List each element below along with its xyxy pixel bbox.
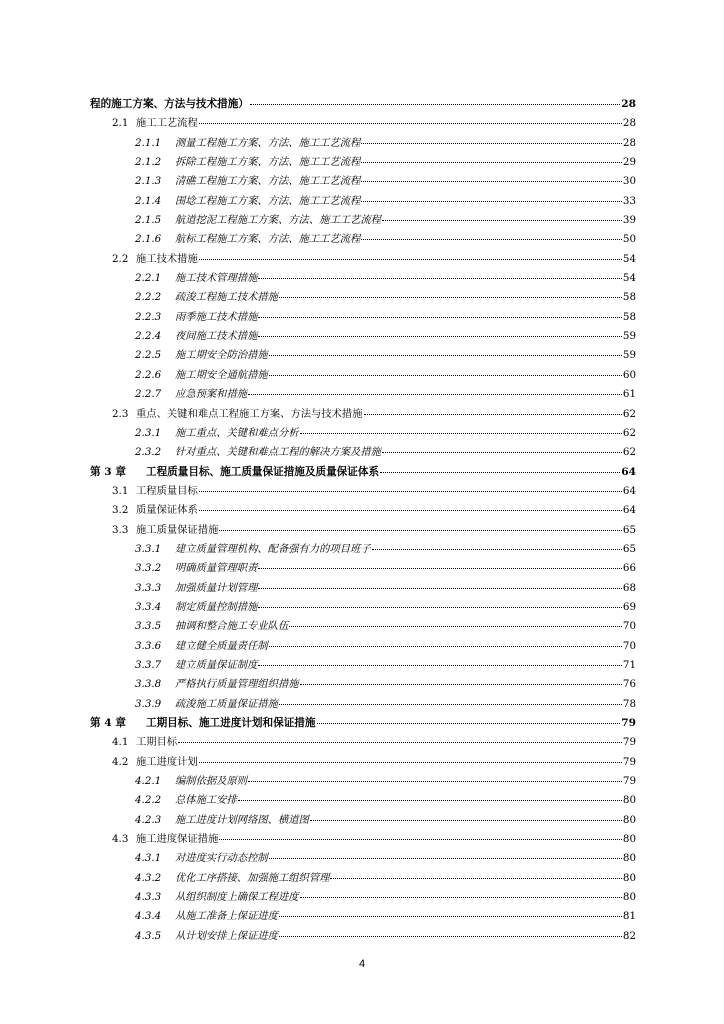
toc-entry-title: 围埝工程施工方案、方法、施工工艺流程 [175, 194, 361, 207]
toc-entry[interactable] [90, 791, 636, 810]
toc-entry-title: 抽调和整合施工专业队伍 [175, 620, 289, 633]
toc-entry[interactable] [90, 230, 636, 249]
dot-leader [361, 162, 622, 163]
toc-entry-title: 拆除工程施工方案、方法、施工工艺流程 [175, 156, 361, 169]
toc-entry[interactable] [90, 656, 636, 675]
toc-entry[interactable] [90, 753, 636, 772]
dot-leader [279, 297, 622, 298]
toc-entry-number: 2.1.4 [135, 194, 162, 207]
toc-entry-number: 2.1.3 [135, 175, 162, 188]
toc-entry[interactable] [90, 830, 636, 849]
toc-entry[interactable] [90, 366, 636, 385]
toc-entry[interactable] [90, 521, 636, 540]
toc-entry[interactable] [90, 346, 636, 365]
toc-entry-page: 79 [622, 755, 636, 768]
toc-entry-number: 2.2.7 [135, 388, 162, 401]
dot-leader [330, 878, 621, 879]
toc-entry[interactable] [90, 579, 636, 598]
toc-entry-number: 4.3.2 [135, 871, 162, 884]
toc-entry-page: 29 [622, 156, 636, 169]
toc-entry-number: 2.1.6 [135, 233, 162, 246]
toc-entry[interactable] [90, 250, 636, 269]
dot-leader [361, 181, 622, 182]
toc-entry-page: 62 [622, 407, 636, 420]
toc-entry-page: 54 [622, 252, 636, 265]
toc-entry-number: 3.3.2 [135, 562, 162, 575]
toc-entry-page: 80 [622, 871, 636, 884]
dot-leader [258, 278, 622, 279]
toc-entry[interactable] [90, 405, 636, 424]
toc-entry[interactable] [90, 385, 636, 404]
toc-entry[interactable] [90, 172, 636, 191]
toc-entry-title: 质量保证体系 [136, 504, 198, 517]
toc-entry-number: 4.2.1 [135, 775, 162, 788]
toc-entry[interactable] [90, 637, 636, 656]
toc-entry-number: 2.1.1 [135, 136, 162, 149]
toc-entry-page: 33 [622, 194, 636, 207]
toc-entry-page: 62 [622, 426, 636, 439]
toc-entry-title: 施工进度计划 [136, 755, 198, 768]
toc-entry-number: 2.2.6 [135, 368, 162, 381]
toc-entry[interactable] [90, 288, 636, 307]
toc-entry-number: 4.2 [112, 755, 129, 768]
dot-leader [289, 626, 622, 627]
toc-entry-title: 针对重点、关键和难点工程的解决方案及措施 [175, 446, 381, 459]
toc-entry-title: 雨季施工技术措施 [175, 310, 258, 323]
toc-entry[interactable] [90, 308, 636, 327]
dot-leader [279, 916, 622, 917]
toc-entry-title: 施工期安全防治措施 [175, 349, 268, 362]
toc-entry-title: 工期目标 [136, 736, 178, 749]
dot-leader [279, 936, 622, 937]
toc-entry[interactable] [90, 695, 636, 714]
toc-entry[interactable] [90, 714, 636, 733]
toc-entry-page: 28 [622, 136, 636, 149]
toc-entry-title: 加强质量计划管理 [175, 581, 258, 594]
toc-entry-page: 82 [622, 929, 636, 942]
toc-entry-number: 4.3.1 [135, 852, 162, 865]
dot-leader [269, 858, 622, 859]
toc-entry-number: 2.3.2 [135, 446, 162, 459]
dot-leader [199, 123, 622, 124]
toc-entry-page: 64 [621, 465, 636, 478]
dot-leader [269, 355, 622, 356]
toc-entry[interactable] [90, 927, 636, 946]
toc-entry-number: 2.1.5 [135, 214, 162, 227]
toc-entry[interactable] [90, 327, 636, 346]
toc-entry-title: 严格执行质量管理组织措施 [175, 678, 299, 691]
toc-entry[interactable] [90, 153, 636, 172]
dot-leader [248, 394, 622, 395]
toc-entry-title: 施工工艺流程 [136, 117, 198, 130]
dot-leader [372, 549, 622, 550]
dot-leader [248, 781, 622, 782]
dot-leader [199, 762, 622, 763]
dot-leader [199, 510, 622, 511]
toc-entry-title: 疏浚工程施工技术措施 [175, 291, 278, 304]
toc-entry[interactable] [90, 134, 636, 153]
toc-entry-number: 3.3 [112, 523, 129, 536]
toc-entry-page: 68 [622, 581, 636, 594]
toc-entry-title: 建立健全质量责任制 [175, 639, 268, 652]
toc-entry-page: 50 [622, 233, 636, 246]
toc-entry[interactable] [90, 598, 636, 617]
toc-entry-page: 79 [621, 717, 636, 729]
toc-entry-number: 3.3.3 [135, 581, 162, 594]
toc-entry-title: 从计划安排上保证进度 [175, 929, 278, 942]
toc-entry-title: 优化工序搭接、加强施工组织管理 [175, 871, 330, 884]
toc-entry[interactable] [90, 907, 636, 926]
dot-leader [258, 665, 622, 666]
dot-leader [269, 375, 622, 376]
toc-entry-page: 58 [622, 310, 636, 323]
dot-leader [279, 704, 622, 705]
toc-entry-number: 2.3 [112, 407, 129, 420]
toc-entry-title: 施工期安全通航措施 [175, 368, 268, 381]
dot-leader [258, 317, 622, 318]
toc-entry-page: 64 [622, 504, 636, 517]
toc-entry-title: 重点、关键和难点工程施工方案、方法与技术措施 [136, 407, 363, 420]
dot-leader [364, 414, 622, 415]
toc-entry-title: 施工重点、关键和难点分析 [175, 426, 299, 439]
toc-entry-number: 2.2.5 [135, 349, 162, 362]
toc-entry-page: 80 [622, 794, 636, 807]
dot-leader [258, 568, 622, 569]
toc-entry[interactable] [90, 443, 636, 462]
toc-entry-title: 航标工程施工方案、方法、施工工艺流程 [175, 233, 361, 246]
dot-leader [361, 201, 622, 202]
dot-leader [300, 897, 622, 898]
toc-entry-number: 3.3.8 [135, 678, 162, 691]
toc-entry[interactable] [90, 540, 636, 559]
toc-entry-number: 2.3.1 [135, 426, 162, 439]
toc-entry-number: 4.3.4 [135, 910, 162, 923]
toc-entry-page: 60 [622, 368, 636, 381]
toc-entry-number: 3.2 [112, 504, 129, 517]
toc-entry-title: 建立质量管理机构、配备强有力的项目班子 [175, 542, 371, 555]
toc-entry-page: 79 [622, 775, 636, 788]
dot-leader [269, 646, 622, 647]
toc-entry-title: 航道挖泥工程施工方案、方法、施工工艺流程 [175, 214, 381, 227]
toc-entry-title: 施工进度保证措施 [136, 833, 219, 846]
toc-entry-title: 测量工程施工方案、方法、施工工艺流程 [175, 136, 361, 149]
toc-entry-number: 2.1 [112, 117, 129, 130]
toc-entry-title: 程的施工方案、方法与技术措施） [90, 98, 249, 110]
toc-entry-page: 69 [622, 600, 636, 613]
toc-entry-title: 从组织制度上确保工程进度 [175, 891, 299, 904]
toc-entry[interactable] [90, 114, 636, 133]
toc-entry-number: 2.2.3 [135, 310, 162, 323]
toc-entry-page: 80 [622, 833, 636, 846]
toc-entry-title: 应急预案和措施 [175, 388, 248, 401]
toc-entry-page: 59 [622, 330, 636, 343]
toc-entry[interactable] [90, 482, 636, 501]
toc-entry-number: 4.2.3 [135, 813, 162, 826]
toc-entry-number: 2.2.4 [135, 330, 162, 343]
toc-entry-title: 对进度实行动态控制 [175, 852, 268, 865]
dot-leader [310, 820, 622, 821]
toc-entry-title: 编制依据及原则 [175, 775, 248, 788]
toc-entry-page: 62 [622, 446, 636, 459]
toc-entry[interactable] [90, 211, 636, 230]
toc-entry-number: 3.3.1 [135, 542, 162, 555]
dot-leader [199, 259, 622, 260]
toc-entry-title: 从施工准备上保证进度 [175, 910, 278, 923]
dot-leader [250, 104, 620, 105]
dot-leader [219, 839, 622, 840]
toc-entry-page: 81 [622, 910, 636, 923]
toc-entry[interactable] [90, 424, 636, 443]
toc-entry-page: 30 [622, 175, 636, 188]
toc-entry-number: 3.1 [112, 484, 129, 497]
toc-entry-page: 39 [622, 214, 636, 227]
dot-leader [382, 220, 622, 221]
toc-entry-page: 66 [622, 562, 636, 575]
toc-entry-number: 2.2.1 [135, 272, 162, 285]
toc-entry[interactable] [90, 888, 636, 907]
toc-entry-page: 61 [622, 388, 636, 401]
toc-entry-number: 第 4 章 [90, 717, 126, 729]
toc-entry[interactable] [90, 733, 636, 752]
dot-leader [258, 588, 622, 589]
page-number: 4 [358, 958, 366, 970]
toc-entry-title: 总体施工安排 [175, 794, 237, 807]
toc-entry-page: 70 [622, 620, 636, 633]
toc-entry-number: 2.1.2 [135, 156, 162, 169]
toc-entry-number: 3.3.7 [135, 658, 162, 671]
toc-entry-number: 4.3 [112, 833, 129, 846]
toc-entry-number: 4.1 [112, 736, 129, 749]
toc-entry-number: 第 3 章 [90, 465, 126, 478]
toc-entry-number: 3.3.4 [135, 600, 162, 613]
toc-entry-page: 80 [622, 852, 636, 865]
toc-entry-page: 64 [622, 484, 636, 497]
dot-leader [361, 239, 622, 240]
toc-entry-title: 建立质量保证制度 [175, 658, 258, 671]
toc-entry-title: 工期目标、施工进度计划和保证措施 [146, 717, 316, 729]
toc-entry-page: 70 [622, 639, 636, 652]
toc-entry-page: 28 [621, 98, 636, 110]
toc-entry[interactable] [90, 675, 636, 694]
toc-entry-page: 79 [622, 736, 636, 749]
dot-leader [317, 723, 621, 724]
dot-leader [258, 607, 622, 608]
toc-entry-page: 59 [622, 349, 636, 362]
dot-leader [178, 742, 622, 743]
dot-leader [300, 433, 622, 434]
toc-entry-title: 施工进度计划网络图、横道图 [175, 813, 309, 826]
toc-entry[interactable] [90, 463, 636, 482]
toc-entry-title: 疏浚施工质量保证措施 [175, 697, 278, 710]
toc-entry-page: 76 [622, 678, 636, 691]
dot-leader [199, 491, 622, 492]
toc-entry-number: 3.3.6 [135, 639, 162, 652]
toc-entry[interactable] [90, 772, 636, 791]
toc-entry-number: 4.2.2 [135, 794, 162, 807]
toc-entry-page: 65 [622, 542, 636, 555]
toc-entry-page: 58 [622, 291, 636, 304]
toc-entry[interactable] [90, 501, 636, 520]
toc-entry-page: 78 [622, 697, 636, 710]
toc-entry-title: 施工技术管理措施 [175, 272, 258, 285]
toc-entry-title: 制定质量控制措施 [175, 600, 258, 613]
dot-leader [382, 452, 622, 453]
toc-entry-number: 3.3.5 [135, 620, 162, 633]
dot-leader [238, 800, 622, 801]
toc-entry-title: 明确质量管理职责 [175, 562, 258, 575]
toc-entry-page: 54 [622, 272, 636, 285]
toc-entry[interactable] [90, 849, 636, 868]
dot-leader [361, 143, 622, 144]
toc-entry-title: 施工技术措施 [136, 252, 198, 265]
dot-leader [300, 684, 622, 685]
toc-entry-page: 65 [622, 523, 636, 536]
toc-entry[interactable] [90, 559, 636, 578]
toc-entry[interactable] [90, 811, 636, 830]
dot-leader [258, 336, 622, 337]
toc-entry-page: 80 [622, 891, 636, 904]
toc-entry-number: 2.2.2 [135, 291, 162, 304]
toc-entry-title: 清礁工程施工方案、方法、施工工艺流程 [175, 175, 361, 188]
toc-entry[interactable] [90, 869, 636, 888]
toc-entry[interactable] [90, 95, 636, 114]
toc-entry[interactable] [90, 269, 636, 288]
toc-entry-title: 工程质量目标、施工质量保证措施及质量保证体系 [146, 465, 380, 478]
toc-entry-number: 3.3.9 [135, 697, 162, 710]
toc-entry-number: 4.3.3 [135, 891, 162, 904]
toc-entry-page: 71 [622, 658, 636, 671]
toc-entry[interactable] [90, 617, 636, 636]
toc-entry-number: 4.3.5 [135, 929, 162, 942]
dot-leader [380, 472, 620, 473]
toc-entry[interactable] [90, 192, 636, 211]
dot-leader [219, 530, 622, 531]
toc-entry-number: 2.2 [112, 252, 129, 265]
toc-entry-page: 28 [622, 117, 636, 130]
toc-entry-title: 夜间施工技术措施 [175, 330, 258, 343]
toc-entry-title: 工程质量目标 [136, 484, 198, 497]
table-of-contents [90, 95, 636, 946]
toc-entry-title: 施工质量保证措施 [136, 523, 219, 536]
toc-entry-page: 80 [622, 813, 636, 826]
